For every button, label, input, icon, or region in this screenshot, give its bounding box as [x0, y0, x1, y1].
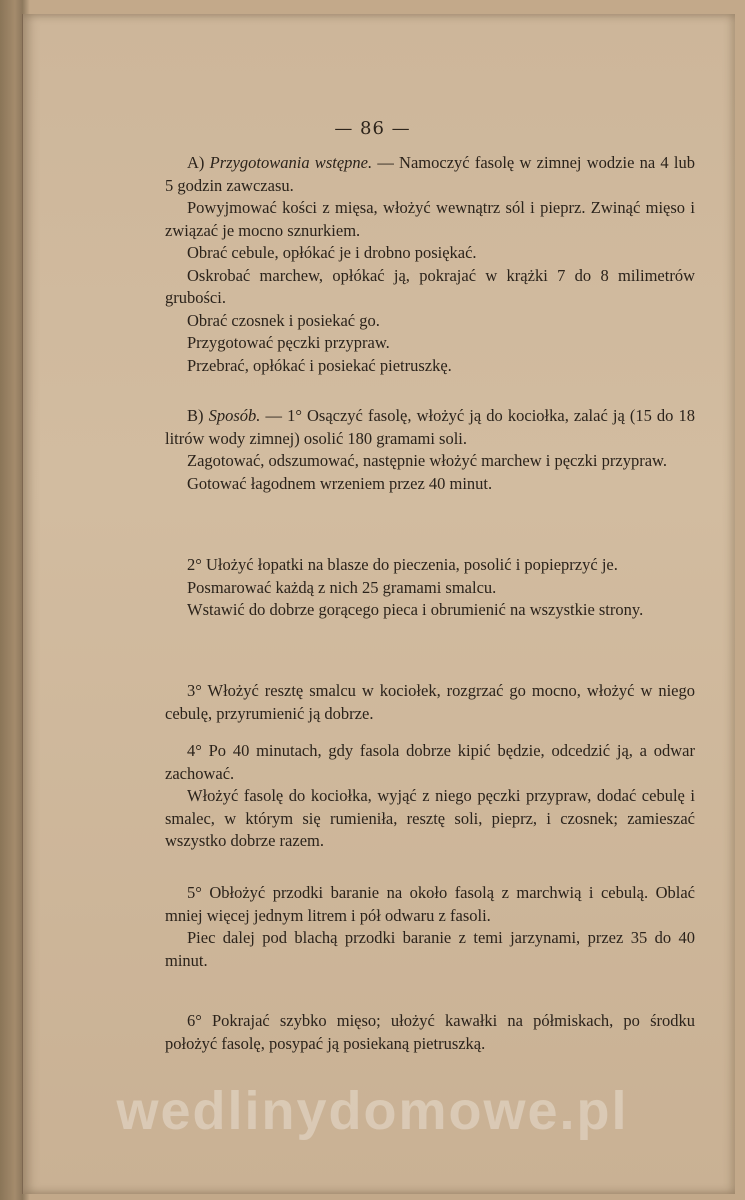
section-a-title: Przygotowania wstępne. — [209, 153, 373, 172]
section-a — [165, 152, 695, 377]
step-paragraph: 6° Pokrajać szybko mięso; ułożyć kawałki na półmiskach, po środku położyć fasolę, posypać ją posiekaną pietruszką. — [165, 1011, 695, 1053]
step-paragraph: 3° Włożyć resztę smalcu w kociołek, rozgrzać go mocno, włożyć w niego cebulę, przyrumienić ją dobrze. — [165, 681, 695, 723]
step-paragraph: 2° Ułożyć łopatki na blasze do pieczenia, posolić i popieprzyć je. — [187, 555, 618, 574]
section-a-label: A) — [187, 153, 205, 172]
step-paragraph: — 1° Osączyć fasolę, włożyć ją do kociołka, zalać ją (15 do 18 litrów wody zimnej) osolić 180 gramami soli. — [165, 406, 696, 448]
step-paragraph: Zagotować, odszumować, następnie włożyć marchew i pęczki przypraw. — [187, 451, 667, 470]
section-a-line: Przebrać, opłókać i posiekać pietruszkę. — [187, 355, 452, 375]
section-b-label: B) — [187, 406, 204, 425]
section-b-step-5 — [165, 882, 695, 972]
section-a-line: Oskrobać marchew, opłókać ją, pokrajać w krążki 7 do 8 milimetrów grubości. — [165, 265, 695, 307]
step-paragraph: Gotować łagodnem wrzeniem przez 40 minut. — [187, 473, 493, 493]
section-b-title: Sposób. — [208, 406, 261, 425]
section-b-step-4 — [165, 740, 695, 853]
section-b-step-3 — [165, 680, 695, 725]
section-b-step-6 — [165, 1010, 695, 1055]
section-a-line: Powyjmować kości z mięsa, włożyć wewnątrz sól i pieprz. Zwinąć mięso i związać je mocno sznurkiem. — [165, 198, 695, 240]
step-paragraph: 4° Po 40 minutach, gdy fasola dobrze kipić będzie, odcedzić ją, a odwar zachować. — [165, 741, 695, 783]
section-a-line: Obrać cebule, opłókać je i drobno posiękać. — [187, 243, 477, 262]
section-a-line: — Namoczyć fasolę w zimnej wodzie na 4 lub 5 godzin zawczasu. — [165, 153, 696, 195]
step-paragraph: Posmarować każdą z nich 25 gramami smalcu. — [187, 577, 497, 597]
step-paragraph: Piec dalej pod blachą przodki baranie z temi jarzynami, przez 35 do 40 minut. — [165, 928, 695, 970]
section-b-heading — [165, 405, 695, 450]
page-number: — 86 — — [334, 118, 411, 139]
section-b-step-1 — [165, 405, 695, 495]
section-b-step-2 — [165, 554, 695, 622]
step-paragraph: 5° Obłożyć przodki baranie na około fasolą z marchwią i cebulą. Oblać mniej więcej jednym litrem i pół odwaru z fasoli. — [165, 883, 695, 925]
watermark: wedlinydomowe.pl — [116, 1081, 629, 1141]
step-paragraph: Włożyć fasolę do kociołka, wyjąć z niego pęczki przypraw, dodać cebulę i smalec, w którym się rumieniła, resztę soli, pieprz, i czosnek; zamieszać wszystko dobrze razem. — [165, 786, 695, 850]
step-paragraph: Wstawić do dobrze gorącego pieca i obrumienić na wszystkie strony. — [187, 600, 644, 619]
section-a-line: Przygotować pęczki przypraw. — [187, 333, 390, 352]
section-a-heading — [165, 152, 695, 197]
section-a-line: Obrać czosnek i posiekać go. — [187, 310, 380, 330]
